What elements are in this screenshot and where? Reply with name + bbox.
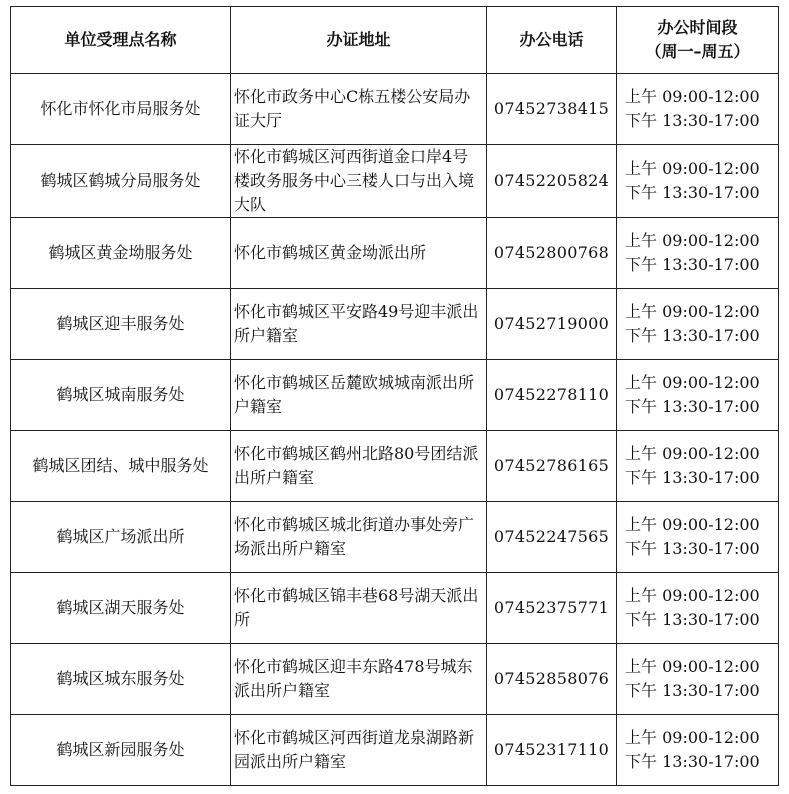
hours-afternoon: 下午 13:30-17:00 <box>625 681 760 700</box>
cell-hours <box>617 289 779 360</box>
cell-unit-name: 怀化市怀化市局服务处 <box>11 74 231 145</box>
hours-morning: 上午 09:00-12:00 <box>625 444 760 463</box>
hours-morning: 上午 09:00-12:00 <box>625 515 760 534</box>
cell-phone: 07452247565 <box>487 502 617 573</box>
cell-hours <box>617 573 779 644</box>
hours-morning: 上午 09:00-12:00 <box>625 373 760 392</box>
cell-hours <box>617 360 779 431</box>
table-row <box>11 644 779 715</box>
table-header-row <box>11 7 779 74</box>
cell-phone: 07452786165 <box>487 431 617 502</box>
cell-unit-name: 鹤城区广场派出所 <box>11 502 231 573</box>
table-row <box>11 502 779 573</box>
cell-address: 怀化市鹤城区平安路49号迎丰派出所户籍室 <box>231 289 487 360</box>
cell-hours <box>617 218 779 289</box>
hours-morning: 上午 09:00-12:00 <box>625 586 760 605</box>
table-row <box>11 431 779 502</box>
header-hours-days: （周一–周五） <box>645 42 750 61</box>
cell-address: 怀化市鹤城区锦丰巷68号湖天派出所 <box>231 573 487 644</box>
cell-hours <box>617 644 779 715</box>
cell-address: 怀化市政务中心C栋五楼公安局办证大厅 <box>231 74 487 145</box>
table-row <box>11 218 779 289</box>
hours-morning: 上午 09:00-12:00 <box>625 728 760 747</box>
header-hours-label: 办公时间段 <box>657 18 738 37</box>
cell-hours <box>617 145 779 218</box>
cell-unit-name: 鹤城区湖天服务处 <box>11 573 231 644</box>
cell-hours <box>617 502 779 573</box>
cell-unit-name: 鹤城区迎丰服务处 <box>11 289 231 360</box>
hours-morning: 上午 09:00-12:00 <box>625 87 760 106</box>
hours-morning: 上午 09:00-12:00 <box>625 159 760 178</box>
table-row <box>11 145 779 218</box>
cell-phone: 07452719000 <box>487 289 617 360</box>
cell-address: 怀化市鹤城区岳麓欧城城南派出所户籍室 <box>231 360 487 431</box>
cell-phone: 07452205824 <box>487 145 617 218</box>
cell-hours <box>617 431 779 502</box>
cell-phone: 07452375771 <box>487 573 617 644</box>
hours-morning: 上午 09:00-12:00 <box>625 302 760 321</box>
cell-unit-name: 鹤城区鹤城分局服务处 <box>11 145 231 218</box>
hours-afternoon: 下午 13:30-17:00 <box>625 397 760 416</box>
cell-address: 怀化市鹤城区河西街道金口岸4号楼政务服务中心三楼人口与出入境大队 <box>231 145 487 218</box>
cell-unit-name: 鹤城区城南服务处 <box>11 360 231 431</box>
hours-afternoon: 下午 13:30-17:00 <box>625 752 760 771</box>
header-address: 办证地址 <box>231 7 487 74</box>
cell-unit-name: 鹤城区城东服务处 <box>11 644 231 715</box>
cell-phone: 07452738415 <box>487 74 617 145</box>
table-row <box>11 289 779 360</box>
table-row <box>11 360 779 431</box>
cell-hours <box>617 74 779 145</box>
hours-afternoon: 下午 13:30-17:00 <box>625 326 760 345</box>
hours-afternoon: 下午 13:30-17:00 <box>625 255 760 274</box>
cell-unit-name: 鹤城区黄金坳服务处 <box>11 218 231 289</box>
cell-phone: 07452278110 <box>487 360 617 431</box>
table-row <box>11 573 779 644</box>
hours-afternoon: 下午 13:30-17:00 <box>625 610 760 629</box>
hours-afternoon: 下午 13:30-17:00 <box>625 183 760 202</box>
header-name: 单位受理点名称 <box>11 7 231 74</box>
hours-morning: 上午 09:00-12:00 <box>625 231 760 250</box>
header-hours <box>617 7 779 74</box>
cell-address: 怀化市鹤城区黄金坳派出所 <box>231 218 487 289</box>
table-row <box>11 715 779 786</box>
cell-address: 怀化市鹤城区迎丰东路478号城东派出所户籍室 <box>231 644 487 715</box>
cell-address: 怀化市鹤城区河西街道龙泉湖路新园派出所户籍室 <box>231 715 487 786</box>
cell-hours <box>617 715 779 786</box>
cell-phone: 07452800768 <box>487 218 617 289</box>
hours-afternoon: 下午 13:30-17:00 <box>625 539 760 558</box>
cell-address: 怀化市鹤城区鹤州北路80号团结派出所户籍室 <box>231 431 487 502</box>
hours-afternoon: 下午 13:30-17:00 <box>625 468 760 487</box>
cell-address: 怀化市鹤城区城北街道办事处旁广场派出所户籍室 <box>231 502 487 573</box>
cell-phone: 07452317110 <box>487 715 617 786</box>
cell-unit-name: 鹤城区团结、城中服务处 <box>11 431 231 502</box>
hours-afternoon: 下午 13:30-17:00 <box>625 111 760 130</box>
table-row <box>11 74 779 145</box>
service-points-table <box>10 6 779 786</box>
header-phone: 办公电话 <box>487 7 617 74</box>
cell-unit-name: 鹤城区新园服务处 <box>11 715 231 786</box>
cell-phone: 07452858076 <box>487 644 617 715</box>
hours-morning: 上午 09:00-12:00 <box>625 657 760 676</box>
